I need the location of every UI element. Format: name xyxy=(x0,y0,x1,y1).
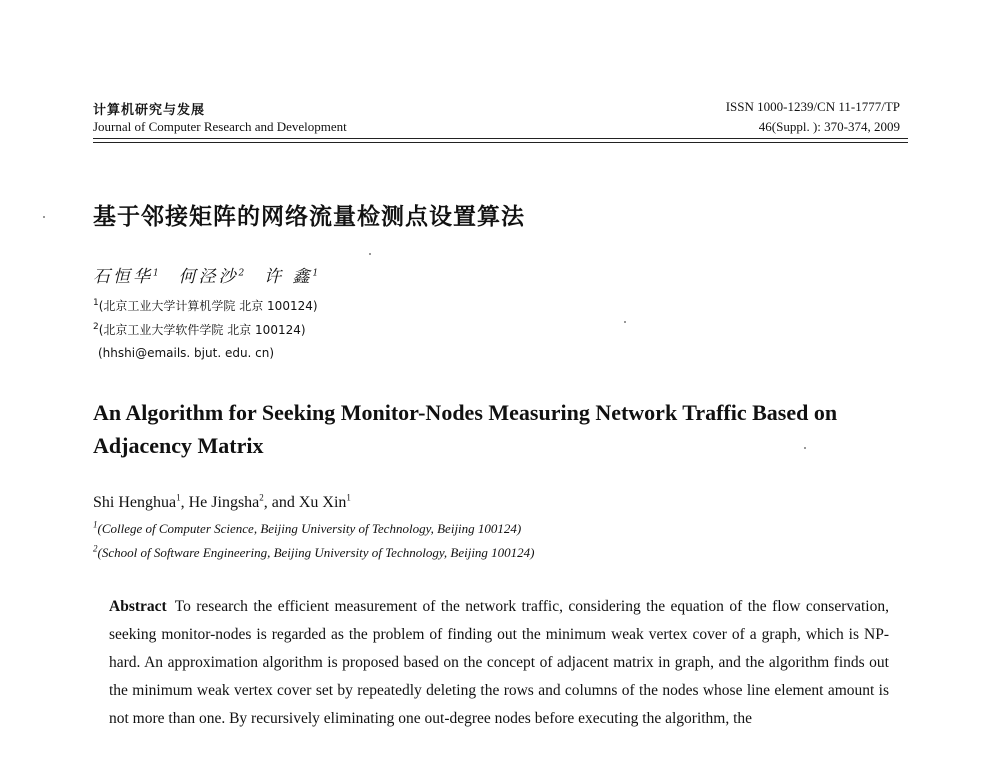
authors-en: Shi Henghua$^1$, He Jingsha$^2$, and Xu Xin$^1$ xyxy=(93,492,351,511)
paper-title-cn: 基于邻接矩阵的网络流量检测点设置算法 xyxy=(93,204,525,230)
affiliation-cn-2-mark: 2 xyxy=(93,322,99,332)
author-cn-3: 许 鑫 xyxy=(264,267,313,287)
author-cn-2-mark: 2 xyxy=(238,268,248,279)
header-rule-top xyxy=(93,138,908,139)
authors-cn xyxy=(93,262,321,287)
affiliation-cn-2-text: (北京工业大学软件学院 北京 100124) xyxy=(98,323,306,337)
scan-speck xyxy=(369,253,371,255)
affiliation-en-2-text: (School of Software Engineering, Beijing University of Technology, Beijing 100124) xyxy=(97,545,535,560)
issn: ISSN 1000-1239/CN 11-1777/TP xyxy=(725,99,900,114)
affiliation-en-1-text: (College of Computer Science, Beijing University of Technology, Beijing 100124) xyxy=(97,521,522,536)
affiliation-cn-2 xyxy=(93,321,306,338)
author-cn-2: 何泾沙 xyxy=(178,267,239,287)
affiliation-cn-1 xyxy=(93,297,318,314)
author-en-1-mark: 1 xyxy=(176,492,181,503)
author-en-2: He Jingsha xyxy=(188,494,260,511)
scan-speck xyxy=(624,321,626,323)
affiliation-en-1-mark: 1 xyxy=(93,519,98,530)
author-cn-1: 石恒华 xyxy=(93,267,153,287)
author-en-3: and Xu Xin xyxy=(271,494,347,511)
author-cn-3-mark: 1 xyxy=(312,268,322,279)
affiliation-en-1 xyxy=(93,521,521,537)
author-cn-1-mark: 1 xyxy=(153,268,162,279)
abstract-label: Abstract xyxy=(109,598,167,615)
scan-speck xyxy=(43,216,45,218)
abstract xyxy=(109,593,889,733)
author-en-1: Shi Henghua xyxy=(93,494,177,511)
volume-pages: 46(Suppl. ): 370-374, 2009 xyxy=(758,119,900,134)
scan-speck xyxy=(804,447,806,449)
affiliation-en-2 xyxy=(93,545,535,561)
paper-title-en: An Algorithm for Seeking Monitor-Nodes Measuring Network Traffic Based on Adjacency Matrix xyxy=(93,400,838,458)
affiliation-en-2-mark: 2 xyxy=(93,543,98,554)
author-en-2-mark: 2 xyxy=(259,492,264,503)
abstract-text: To research the efficient measurement of the network traffic, considering the equation of the flow conservation, seeking monitor-nodes is regarded as the problem of finding out the minimum weak vertex cover of a graph, which is NP-hard. An approximation algorithm is proposed based on the concept of adjacent matrix in graph, and the algorithm finds out the minimum weak vertex cover set by repeatedly deleting the rows and columns of the nodes whose line element amount is not more than one. By recursively eliminating one out-degree nodes before executing the algorithm, the xyxy=(109,598,889,727)
affiliation-cn-1-mark: 1 xyxy=(93,298,99,308)
header-rule-bottom xyxy=(93,142,908,143)
author-email: (hhshi@emails. bjut. edu. cn) xyxy=(98,346,275,360)
journal-title-en: Journal of Computer Research and Development xyxy=(93,119,347,134)
author-en-3-mark: 1 xyxy=(346,492,351,503)
journal-title-cn: 计算机研究与发展 xyxy=(93,103,206,118)
affiliation-cn-1-text: (北京工业大学计算机学院 北京 100124) xyxy=(98,299,318,313)
